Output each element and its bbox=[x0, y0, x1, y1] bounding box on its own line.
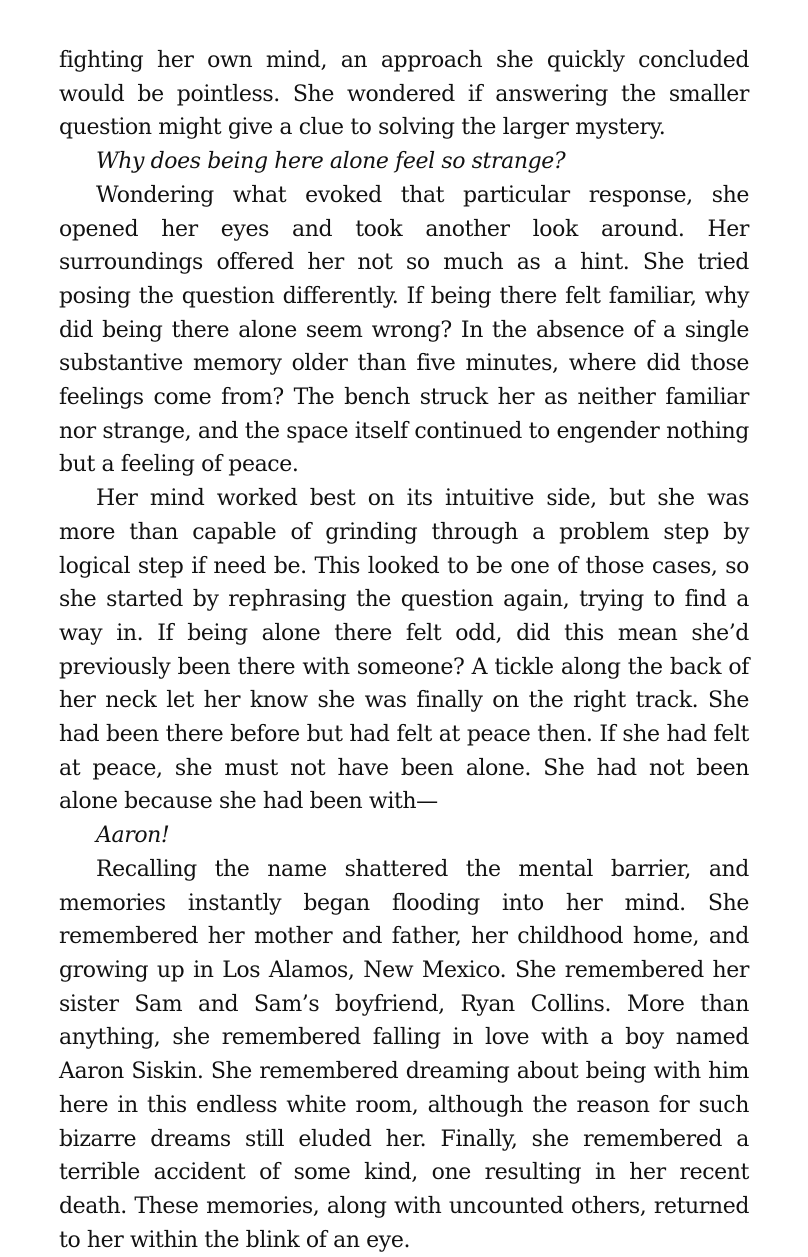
paragraph-3: Wondering what evoked that particular response, she opened her eyes and took another look around. Her surroundings offered her not so much as a hint. She tried posing the question differently. If being there felt familiar, why did being there alone seem wrong? In the absence of a single substantive memory older than five minutes, where did those feelings come from? The bench struck her as neither familiar nor strange, and the space itself continued to engender nothing but a feeling of peace. bbox=[59, 182, 749, 478]
paragraph-6: Recalling the name shattered the mental barrier, and memories instantly began flooding into her mind. She remembered her mother and father, her childhood home, and growing up in Los Alamos, New Mexico. She remembered her sister Sam and Sam’s boyfriend, Ryan Collins. More than anything, she remembered falling in love with a boy named Aaron Siskin. She remembered dreaming about being with him here in this endless white room, although the reason for such bizarre dreams still eluded her. Finally, she remembered a terrible accident of some kind, one resulting in her recent death. These memories, along with uncounted others, returned to her within the blink of an eye. bbox=[59, 856, 749, 1253]
book-page bbox=[59, 44, 749, 1257]
paragraph-2-italic-thought: Why does being here alone feel so strange? bbox=[96, 149, 566, 175]
paragraph-4: Her mind worked best on its intuitive side, but she was more than capable of grinding through a problem step by logical step if need be. This looked to be one of those cases, so she started by rephrasing the question again, trying to find a way in. If being alone there felt odd, did this mean she’d previously been there with someone? A tickle along the back of her neck let her know she was finally on the right track. She had been there before but had felt at peace then. If she had felt at peace, she must not have been alone. She had not been alone because she had been with— bbox=[59, 486, 749, 815]
paragraph-5-italic-exclamation: Aaron! bbox=[96, 823, 170, 849]
paragraph-1: fighting her own mind, an approach she quickly concluded would be pointless. She wondered if answering the smaller question might give a clue to solving the larger mystery. bbox=[59, 48, 749, 141]
